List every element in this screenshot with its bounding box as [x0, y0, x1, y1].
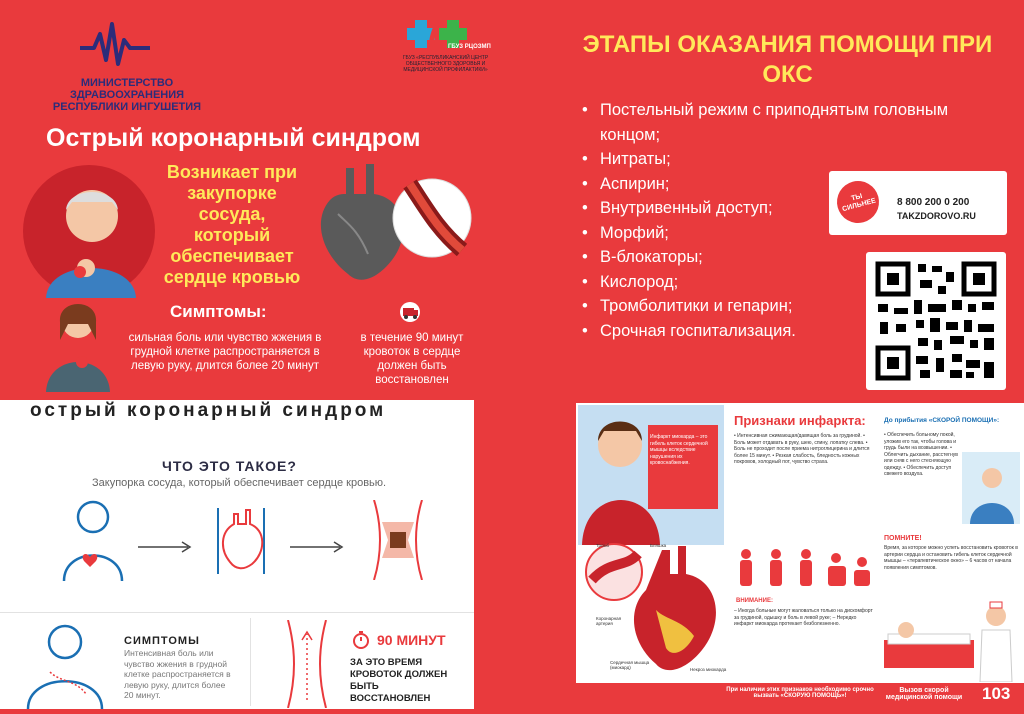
center-short-name: ГБУЗ РЦОЗМП: [448, 44, 491, 50]
ministry-name: МИНИСТЕРСТВО ЗДРАВООХРАНЕНИЯ РЕСПУБЛИКИ ИНГУШЕТИЯ: [52, 77, 202, 113]
before-ambulance-text: • Обеспечить больному покой, уложив его так, чтобы голова и грудь были на возвышении. • Облегчить дыхание, расстегнув или сняв с него стесняющую одежду. • Обеспечить доступ свежего воздуха.: [884, 432, 958, 477]
ambulance-service-label: Вызов скорой медицинской помощи: [885, 687, 963, 701]
hotline-badge-text: ТЫ СИЛЬНЕЕ: [841, 192, 877, 214]
acs-panel-title: острый коронарный синдром: [30, 400, 387, 421]
emergency-number[interactable]: 103: [982, 684, 1011, 703]
label-artery: Коронарная артерия: [596, 616, 622, 626]
remember-heading: ПОМНИТЕ!: [884, 535, 922, 542]
infarct-definition: Инфаркт миокарда – это гибель клеток сердечной мышцы вследствие нарушения их кровоснабжения.: [650, 434, 708, 466]
elderly-man-illustration: [22, 164, 156, 298]
definition-text: Закупорка сосуда, который обеспечивает сердце кровью.: [92, 477, 387, 489]
list-item: • Нитраты;: [578, 147, 998, 172]
symptoms-text: Интенсивная боль или чувство жжения в грудной клетке распространяется в левую руку, длится более 20 минут.: [124, 648, 231, 700]
list-item: • Аспирин;: [578, 172, 998, 197]
label-thrombus: Тромб: [596, 543, 610, 548]
infarct-signs-text: • Интенсивная сжимающая/давящая боль за грудиной. • Боль может отдавать в руку, шею, спину, лопатку слева. • Боль не проходит после приема нитроглицерина и длится более 15 минут. • Резкая слабость, бледность кожных покровов, холодный пот, чувство страха.: [734, 433, 870, 465]
man-chest-pain-illustration: [578, 405, 724, 545]
cause-text: Возникает при закупорке сосуда, который обеспечивает сердце кровью: [163, 162, 301, 287]
list-item: • B-блокаторы;: [578, 245, 998, 270]
before-ambulance-heading: До прибытия «СКОРОЙ ПОМОЩИ»:: [884, 417, 1000, 424]
center-full-name: ГБУЗ «РЕСПУБЛИКАНСКИЙ ЦЕНТР ОБЩЕСТВЕННОГО ЗДОРОВЬЯ И МЕДИЦИНСКОЙ ПРОФИЛАКТИКИ»: [402, 55, 489, 73]
patient-bed-illustration: [962, 452, 1020, 524]
ambulance-icon: [398, 301, 422, 323]
arrow-right-icon: [290, 540, 346, 552]
label-necrosis: Некроз миокарда: [690, 667, 727, 672]
list-item: • Морфий;: [578, 221, 998, 246]
attention-text: – Иногда больные могут жаловаться только на дискомфорт за грудиной, одышку и боль в левой руке; – Нередко инфаркт миокарда протекает безболезненно.: [734, 608, 873, 627]
stages-title: ЭТАПЫ ОКАЗАНИЯ ПОМОЩИ ПРИ ОКС: [582, 31, 993, 88]
blocked-vessel-icon: [368, 500, 428, 580]
list-item: • Тромболитики и гепарин;: [578, 294, 998, 319]
symptom-pain-text: сильная боль или чувство жжения в грудной клетке распространяется в левую руку, длится более 20 минут: [128, 332, 322, 372]
artery-closeup-icon: [392, 178, 472, 258]
list-item: • Срочная госпитализация.: [578, 319, 998, 344]
label-muscle: Сердечная мышца (миокард): [610, 660, 650, 670]
divider-line: [250, 618, 251, 706]
woman-chest-pain-illustration: [38, 300, 114, 392]
symptoms-title: Симптомы:: [170, 302, 267, 321]
remember-text: Время, за которое можно успеть восстановить кровоток в артерии сердца и остановить гибель клеток сердечной мышцы – «терапевтическое окно» – 6 часов от начала появления симптомов.: [884, 545, 1018, 571]
label-plaque: Бляшка: [650, 543, 667, 548]
page-title: Острый коронарный синдром: [46, 124, 421, 152]
vessel-flow-icon: [282, 620, 332, 708]
symptom-figures-icon: [734, 548, 874, 588]
ninety-minutes-text: ЗА ЭТО ВРЕМЯ КРОВОТОК ДОЛЖЕН БЫТЬ ВОССТАНОВЛЕН: [350, 657, 448, 704]
doctor-patient-illustration: [884, 600, 1020, 682]
person-pain-icon: [20, 622, 110, 709]
hotline-card: [829, 171, 1007, 235]
person-heart-icon: [60, 497, 126, 581]
list-item: • Постельный режим с приподнятым головным концом;: [578, 98, 998, 147]
hotline-phone: 8 800 200 0 200: [897, 197, 970, 208]
ninety-minutes-label: 90 МИНУТ: [377, 632, 446, 648]
call-ambulance-note: При наличии этих признаков необходимо срочно вызвать «СКОРУЮ ПОМОЩЬ»!: [726, 687, 874, 699]
divider-line: [0, 612, 474, 613]
hotline-site: TAKZDOROVO.RU: [897, 211, 976, 221]
infarct-signs-title: Признаки инфаркта:: [734, 413, 866, 428]
list-item: • Внутривенный доступ;: [578, 196, 998, 221]
ministry-logo-icon: [80, 20, 150, 68]
hotline-badge: [832, 176, 883, 227]
what-is-it-heading: ЧТО ЭТО ТАКОЕ?: [162, 458, 297, 474]
heart-anatomy-illustration: [582, 540, 730, 680]
timer-icon: [352, 631, 370, 649]
heart-outline-icon: [210, 500, 272, 580]
arrow-right-icon: [138, 540, 194, 552]
attention-heading: ВНИМАНИЕ:: [736, 598, 773, 604]
qr-code[interactable]: [866, 252, 1006, 390]
symptoms-heading: СИМПТОМЫ: [124, 635, 200, 647]
list-item: • Кислород;: [578, 270, 998, 295]
symptom-time-text: в течение 90 минут кровоток в сердце должен быть восстановлен: [360, 332, 464, 386]
